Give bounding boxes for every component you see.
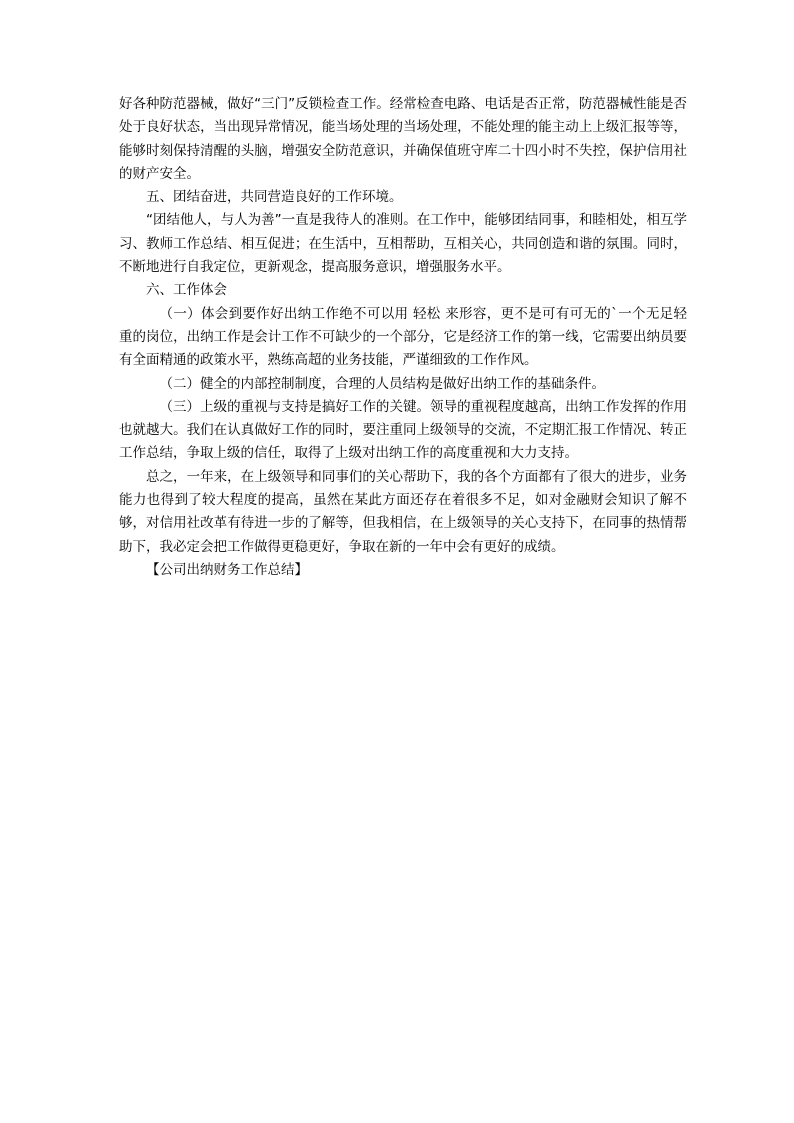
paragraph-experience-2: （二）健全的内部控制制度，合理的人员结构是做好出纳工作的基础条件。	[159, 375, 605, 392]
section-heading-teamwork: 五、团结奋进，共同营造良好的工作环境。	[146, 189, 403, 206]
paragraph-security-continued: 好各种防范器械，做好“三门”反锁检查工作。经常检查电路、电话是否正常，防范器械性能是否处于良好状态，当出现异常情况，能当场处理的当场处理，不能处理的能主动上上级汇报等等，能够时刻保持清醒的头脑，增强安全防范意识，并确保值班守库二十四小时不失控，保护信用社的财产安全。	[119, 96, 687, 182]
document-body	[119, 93, 687, 582]
paragraph-experience-1: （一）体会到要作好出纳工作绝不可以用 轻松 来形容，更不是可有可无的`一个无足轻重的岗位，出纳工作是会计工作不可缺少的一个部分，它是经济工作的第一线，它需要出纳员要有全面精通的政策水平，熟练高超的业务技能，严谨细致的工作作风。	[119, 305, 687, 369]
paragraph-teamwork: “团结他人，与人为善”一直是我待人的准则。在工作中，能够团结同事，和睦相处，相互学习、教师工作总结、相互促进；在生活中，互相帮助，互相关心，共同创造和谐的氛围。同时，不断地进行自我定位，更新观念，提高服务意识，增强服务水平。	[119, 212, 687, 276]
document-footer-title: 【公司出纳财务工作总结】	[146, 561, 308, 578]
paragraph-experience-3: （三）上级的重视与支持是搞好工作的关键。领导的重视程度越高，出纳工作发挥的作用也就越大。我们在认真做好工作的同时，要注重同上级领导的交流，不定期汇报工作情况、转正工作总结，争取上级的信任，取得了上级对出纳工作的高度重视和大力支持。	[119, 398, 687, 462]
paragraph-conclusion: 总之，一年来，在上级领导和同事们的关心帮助下，我的各个方面都有了很大的进步，业务能力也得到了较大程度的提高，虽然在某此方面还存在着很多不足，如对金融财会知识了解不够，对信用社改革有待进一步的了解等，但我相信，在上级领导的关心支持下，在同事的热情帮助下，我必定会把工作做得更稳更好，争取在新的一年中会有更好的成绩。	[119, 468, 687, 555]
section-heading-experience: 六、工作体会	[146, 282, 227, 299]
